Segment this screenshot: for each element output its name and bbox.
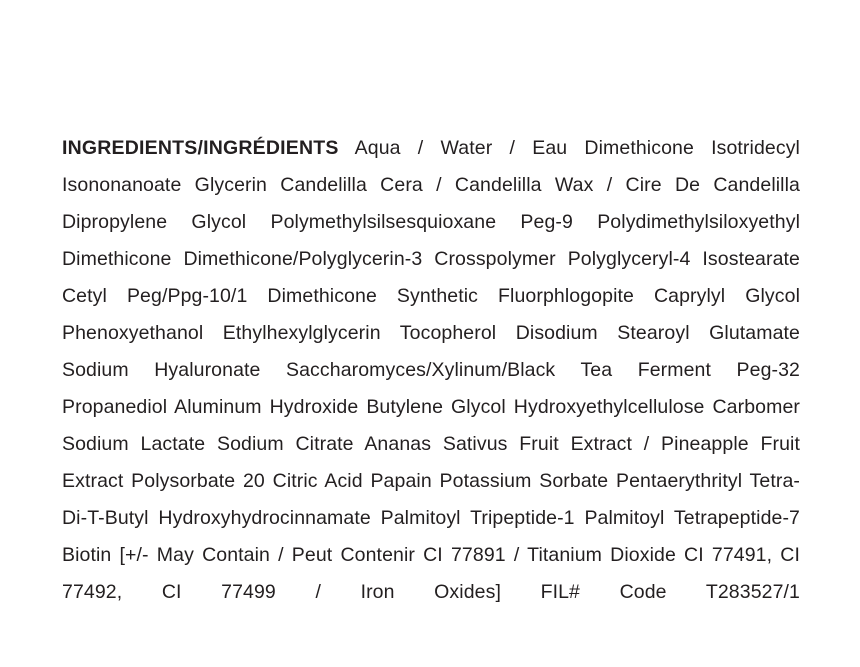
ingredients-heading: INGREDIENTS/INGRÉDIENTS	[62, 136, 339, 159]
ingredients-list-text: Aqua / Water / Eau Dimethicone Isotridecyl Isononanoate Glycerin Candelilla Cera / Candelilla Wax / Cire De Candelilla Dipropylene Glycol Polymethylsilsesquioxane Peg-9 Polydimethylsiloxyethyl Dimethicone Dimethicone/Polyglycerin-3 Crosspolymer Polyglyceryl-4 Isostearate Cetyl Peg/Ppg-10/1 Dimethicone Synthetic Fluorphlogopite Caprylyl Glycol Phenoxyethanol Ethylhexylglycerin Tocopherol Disodium Stearoyl Glutamate Sodium Hyaluronate Saccharomyces/Xylinum/Black Tea Ferment Peg-32 Propanediol Aluminum Hydroxide Butylene Glycol Hydroxyethylcellulose Carbomer Sodium Lactate Sodium Citrate Ananas Sativus Fruit Extract / Pineapple Fruit Extract Polysorbate 20 Citric Acid Papain Potassium Sorbate Pentaerythrityl Tetra-Di-T-Butyl Hydroxyhydrocinnamate Palmitoyl Tripeptide-1 Palmitoyl Tetrapeptide-7 Biotin [+/- May Contain / Peut Contenir CI 77891 / Titanium Dioxide CI 77491, CI 77492, CI 77499 / Iron Oxides] FIL# Code T283527/1	[62, 136, 800, 603]
ingredients-block	[62, 110, 800, 667]
ingredients-paragraph	[62, 130, 800, 648]
